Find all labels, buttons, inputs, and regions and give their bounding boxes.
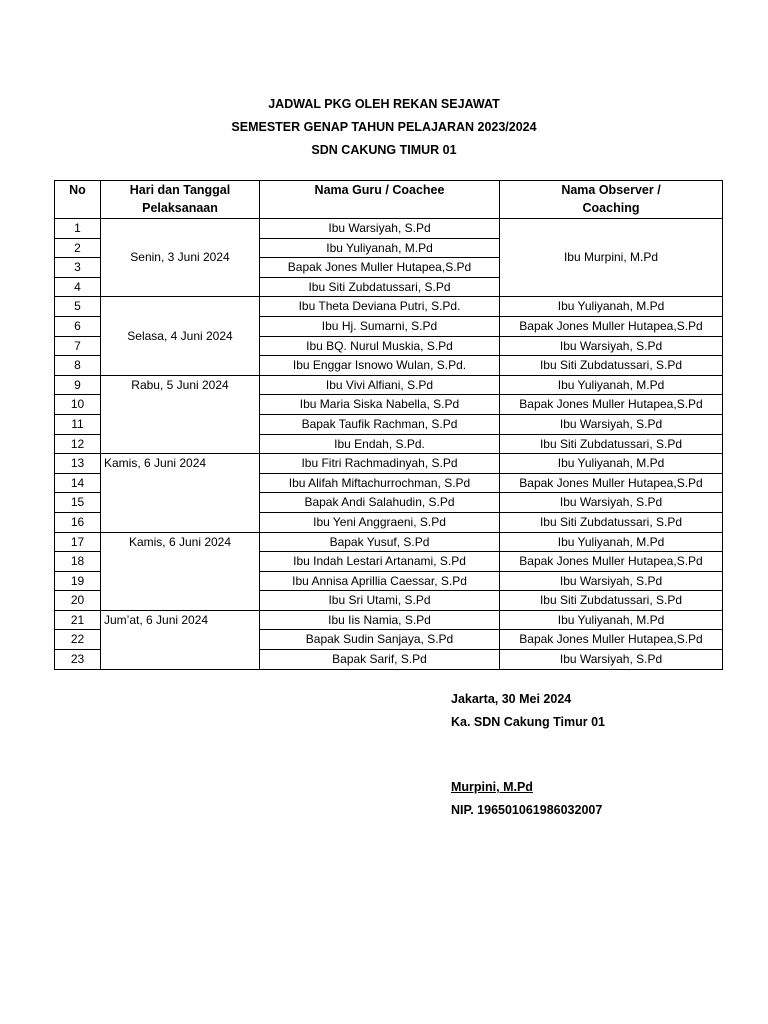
title-line-2: SEMESTER GENAP TAHUN PELAJARAN 2023/2024 [231,120,537,134]
date-cell: Jum’at, 6 Juni 2024 [101,610,260,669]
row-number: 6 [55,316,101,336]
teacher-cell: Ibu Sri Utami, S.Pd [260,591,500,611]
observer-cell: Ibu Yuliyanah, M.Pd [500,375,723,395]
observer-cell: Ibu Siti Zubdatussari, S.Pd [500,434,723,454]
teacher-cell: Ibu Hj. Sumarni, S.Pd [260,316,500,336]
row-number: 18 [55,552,101,572]
teacher-cell: Ibu Maria Siska Nabella, S.Pd [260,395,500,415]
teacher-cell: Bapak Andi Salahudin, S.Pd [260,493,500,513]
observer-cell: Ibu Warsiyah, S.Pd [500,336,723,356]
teacher-cell: Ibu Endah, S.Pd. [260,434,500,454]
row-number: 21 [55,610,101,630]
teacher-cell: Ibu Indah Lestari Artanami, S.Pd [260,552,500,572]
row-number: 17 [55,532,101,552]
teacher-cell: Bapak Yusuf, S.Pd [260,532,500,552]
row-number: 9 [55,375,101,395]
teacher-cell: Bapak Taufik Rachman, S.Pd [260,414,500,434]
row-number: 20 [55,591,101,611]
row-number: 8 [55,356,101,376]
observer-cell: Ibu Warsiyah, S.Pd [500,414,723,434]
row-number: 23 [55,650,101,670]
date-cell: Selasa, 4 Juni 2024 [101,297,260,375]
date-cell: Kamis, 6 Juni 2024 [101,454,260,532]
row-number: 12 [55,434,101,454]
row-number: 7 [55,336,101,356]
observer-cell: Bapak Jones Muller Hutapea,S.Pd [500,630,723,650]
row-number: 2 [55,238,101,258]
row-number: 19 [55,571,101,591]
observer-cell: Bapak Jones Muller Hutapea,S.Pd [500,316,723,336]
observer-cell: Ibu Yuliyanah, M.Pd [500,297,723,317]
row-number: 5 [55,297,101,317]
teacher-cell: Ibu Warsiyah, S.Pd [260,219,500,239]
teacher-cell: Ibu Annisa Aprillia Caessar, S.Pd [260,571,500,591]
signer-name: Murpini, M.Pd [451,780,533,794]
teacher-cell: Ibu Yuliyanah, M.Pd [260,238,500,258]
row-number: 13 [55,454,101,474]
date-cell: Senin, 3 Juni 2024 [101,219,260,297]
header-observer [500,181,723,219]
header-no: No [55,181,101,219]
row-number: 10 [55,395,101,415]
observer-cell: Ibu Yuliyanah, M.Pd [500,454,723,474]
table-row [55,532,723,552]
row-number: 11 [55,414,101,434]
teacher-cell: Ibu Yeni Anggraeni, S.Pd [260,512,500,532]
header-date-line-2: Pelaksanaan [142,201,218,215]
observer-cell: Ibu Yuliyanah, M.Pd [500,532,723,552]
row-number: 14 [55,473,101,493]
row-number: 1 [55,219,101,239]
table-row [55,375,723,395]
header-observer-line-1: Nama Observer / [561,183,661,197]
row-number: 15 [55,493,101,513]
teacher-cell: Ibu Alifah Miftachurrochman, S.Pd [260,473,500,493]
teacher-cell: Ibu Siti Zubdatussari, S.Pd [260,277,500,297]
title-line-3: SDN CAKUNG TIMUR 01 [311,143,457,157]
header-date-line-1: Hari dan Tanggal [129,183,231,197]
title-line-1: JADWAL PKG OLEH REKAN SEJAWAT [268,97,500,111]
document-title [0,93,768,162]
header-observer-line-2: Coaching [582,201,640,215]
observer-cell: Ibu Yuliyanah, M.Pd [500,610,723,630]
observer-cell: Ibu Siti Zubdatussari, S.Pd [500,356,723,376]
place-date: Jakarta, 30 Mei 2024 [451,692,572,706]
observer-cell: Bapak Jones Muller Hutapea,S.Pd [500,552,723,572]
row-number: 16 [55,512,101,532]
table-row [55,454,723,474]
teacher-cell: Bapak Sudin Sanjaya, S.Pd [260,630,500,650]
signer-position: Ka. SDN Cakung Timur 01 [451,715,605,729]
teacher-cell: Ibu Iis Namia, S.Pd [260,610,500,630]
observer-cell: Ibu Warsiyah, S.Pd [500,650,723,670]
row-number: 4 [55,277,101,297]
teacher-cell: Ibu BQ. Nurul Muskia, S.Pd [260,336,500,356]
observer-cell: Ibu Siti Zubdatussari, S.Pd [500,512,723,532]
observer-cell: Ibu Warsiyah, S.Pd [500,493,723,513]
header-teacher: Nama Guru / Coachee [260,181,500,219]
observer-cell: Ibu Murpini, M.Pd [500,219,723,297]
date-cell: Kamis, 6 Juni 2024 [101,532,260,610]
row-number: 3 [55,258,101,278]
teacher-cell: Ibu Theta Deviana Putri, S.Pd. [260,297,500,317]
teacher-cell: Bapak Sarif, S.Pd [260,650,500,670]
observer-cell: Ibu Warsiyah, S.Pd [500,571,723,591]
table-header-row [55,181,723,219]
teacher-cell: Ibu Vivi Alfiani, S.Pd [260,375,500,395]
date-cell: Rabu, 5 Juni 2024 [101,375,260,453]
signature-space [451,734,605,776]
header-date [101,181,260,219]
observer-cell: Bapak Jones Muller Hutapea,S.Pd [500,395,723,415]
observer-cell: Ibu Siti Zubdatussari, S.Pd [500,591,723,611]
observer-cell: Bapak Jones Muller Hutapea,S.Pd [500,473,723,493]
teacher-cell: Ibu Fitri Rachmadinyah, S.Pd [260,454,500,474]
table-row [55,297,723,317]
schedule-table [54,180,723,670]
signature-block [451,688,605,822]
teacher-cell: Bapak Jones Muller Hutapea,S.Pd [260,258,500,278]
table-row [55,610,723,630]
teacher-cell: Ibu Enggar Isnowo Wulan, S.Pd. [260,356,500,376]
table-row [55,219,723,239]
signer-nip: NIP. 196501061986032007 [451,803,603,817]
row-number: 22 [55,630,101,650]
